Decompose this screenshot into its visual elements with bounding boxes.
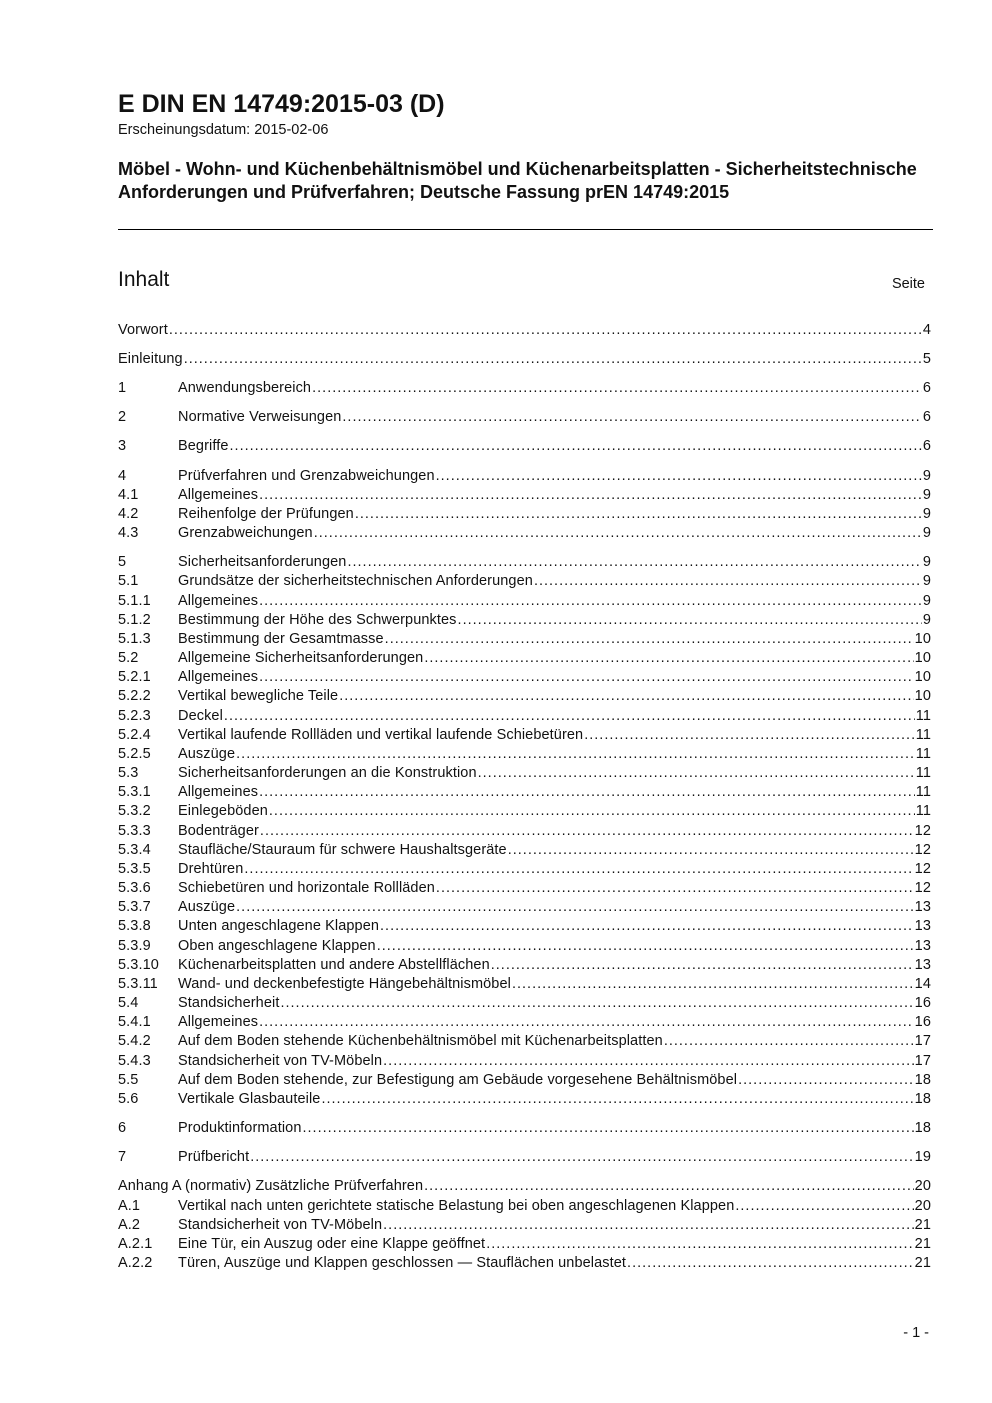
toc-entry[interactable] — [118, 781, 931, 800]
toc-entry-title: Einleitung — [118, 351, 183, 367]
toc-entry-title: Eine Tür, ein Auszug oder eine Klappe geöffnet — [178, 1236, 486, 1252]
toc-entry-title: Allgemeines — [178, 593, 259, 609]
toc-leader-dots — [259, 669, 914, 685]
toc-entry-number: 5.3.11 — [118, 976, 158, 992]
toc-entry-title: Sicherheitsanforderungen an die Konstruktion — [178, 765, 477, 781]
toc-entry[interactable] — [118, 877, 931, 896]
toc-entry-number: 5.3.2 — [118, 803, 151, 819]
toc-entry-page: 21 — [914, 1217, 931, 1233]
toc-entry-number: 5.3 — [118, 765, 139, 781]
toc-entry[interactable] — [118, 1088, 931, 1107]
toc-entry-number: 6 — [118, 1120, 127, 1136]
toc-entry-title: Grundsätze der sicherheitstechnischen Anforderungen — [178, 573, 533, 589]
toc-entry-title: Unten angeschlagene Klappen — [178, 918, 380, 934]
toc-entry-title: Einlegeböden — [178, 803, 268, 819]
toc-entry-page: 10 — [914, 650, 931, 666]
toc-leader-dots — [184, 351, 922, 367]
toc-entry[interactable] — [118, 992, 931, 1011]
toc-entry-number: 5.3.1 — [118, 784, 151, 800]
toc-entry[interactable] — [118, 1175, 931, 1194]
toc-entry-title: Vertikal laufende Rollläden und vertikal laufende Schiebetüren — [178, 727, 584, 743]
toc-entry-number: 5.1 — [118, 573, 139, 589]
toc-entry-page: 10 — [914, 688, 931, 704]
toc-entry-title: Sicherheitsanforderungen — [178, 554, 347, 570]
toc-entry-page: 10 — [914, 631, 931, 647]
toc-leader-dots — [339, 688, 913, 704]
toc-entry-number: 5.2.1 — [118, 669, 151, 685]
toc-entry-number: 5.3.8 — [118, 918, 151, 934]
toc-entry-number: 4.3 — [118, 525, 139, 541]
toc-entry-number: 5.2.5 — [118, 746, 151, 762]
toc-entry[interactable] — [118, 915, 931, 934]
toc-entry[interactable] — [118, 896, 931, 915]
toc-entry-title: Türen, Auszüge und Klappen geschlossen — Stauflächen unbelastet — [178, 1255, 627, 1271]
toc-entry[interactable] — [118, 1011, 931, 1030]
toc-entry[interactable] — [118, 705, 931, 724]
toc-entry-title: Auf dem Boden stehende Küchenbehältnismöbel mit Küchenarbeitsplatten — [178, 1033, 663, 1049]
toc-leader-dots — [259, 593, 922, 609]
toc-entry-page: 11 — [915, 784, 931, 800]
toc-entry-title: Wand- und deckenbefestigte Hängebehältnismöbel — [178, 976, 511, 992]
toc-entry-number: A.2.1 — [118, 1236, 153, 1252]
toc-leader-dots — [236, 899, 914, 915]
toc-entry-number: 5.5 — [118, 1072, 139, 1088]
toc-entry[interactable] — [118, 465, 931, 484]
toc-entry[interactable] — [118, 1195, 931, 1214]
toc-entry-number: A.1 — [118, 1198, 141, 1214]
toc-entry[interactable] — [118, 628, 931, 647]
toc-entry[interactable] — [118, 503, 931, 522]
toc-entry-number: 5.6 — [118, 1091, 139, 1107]
toc-page-column-label: Seite — [891, 276, 925, 292]
toc-leader-dots — [377, 938, 914, 954]
toc-entry-page: 18 — [914, 1091, 931, 1107]
toc-entry[interactable] — [118, 590, 931, 609]
toc-entry-title: Auf dem Boden stehende, zur Befestigung am Gebäude vorgesehene Behältnismöbel — [178, 1072, 738, 1088]
toc-entry[interactable] — [118, 1030, 931, 1049]
toc-entry-number: A.2 — [118, 1217, 141, 1233]
toc-entry-number: 5.3.4 — [118, 842, 151, 858]
toc-entry[interactable] — [118, 522, 931, 541]
toc-entry[interactable] — [118, 551, 931, 570]
toc-leader-dots — [383, 1217, 914, 1233]
toc-leader-dots — [664, 1033, 914, 1049]
toc-entry-number: 7 — [118, 1149, 127, 1165]
toc-entry-page: 13 — [914, 918, 931, 934]
toc-entry-page: 11 — [915, 746, 931, 762]
toc-entry-page: 18 — [914, 1120, 931, 1136]
toc-leader-dots — [584, 727, 915, 743]
toc-entry-page: 9 — [922, 612, 931, 628]
toc-leader-dots — [312, 380, 922, 396]
toc-entry-page: 11 — [915, 803, 931, 819]
toc-entry-number: 1 — [118, 380, 127, 396]
toc-leader-dots — [424, 1178, 914, 1194]
toc-leader-dots — [512, 976, 914, 992]
toc-entry-title: Prüfbericht — [178, 1149, 250, 1165]
toc-leader-dots — [244, 861, 913, 877]
toc-entry-page: 21 — [914, 1255, 931, 1271]
toc-entry-number: 5.4.1 — [118, 1014, 151, 1030]
toc-entry-title: Vertikale Glasbauteile — [178, 1091, 321, 1107]
toc-leader-dots — [508, 842, 914, 858]
toc-entry-title: Schiebetüren und horizontale Rollläden — [178, 880, 435, 896]
toc-entry-number: 5.3.9 — [118, 938, 151, 954]
toc-entry-page: 10 — [914, 669, 931, 685]
toc-entry-number: A.2.2 — [118, 1255, 153, 1271]
toc-leader-dots — [280, 995, 913, 1011]
toc-entry-title: Bestimmung der Gesamtmasse — [178, 631, 384, 647]
toc-leader-dots — [250, 1149, 913, 1165]
toc-leader-dots — [321, 1091, 913, 1107]
toc-entry-number: 4.2 — [118, 506, 139, 522]
toc-entry[interactable] — [118, 1050, 931, 1069]
toc-entry-number: 5.4 — [118, 995, 139, 1011]
toc-leader-dots — [269, 803, 915, 819]
toc-leader-dots — [259, 487, 922, 503]
toc-entry-title: Oben angeschlagene Klappen — [178, 938, 376, 954]
toc-entry-page: 16 — [914, 995, 931, 1011]
toc-leader-dots — [314, 525, 922, 541]
toc-entry-number: 5.3.6 — [118, 880, 151, 896]
toc-entry[interactable] — [118, 570, 931, 589]
toc-entry-number: 5.3.5 — [118, 861, 151, 877]
toc-entry-page: 9 — [922, 468, 931, 484]
toc-entry-title: Produktinformation — [178, 1120, 302, 1136]
toc-entry[interactable] — [118, 1252, 931, 1271]
toc-entry-title: Reihenfolge der Prüfungen — [178, 506, 354, 522]
toc-leader-dots — [342, 409, 921, 425]
toc-entry-page: 13 — [914, 957, 931, 973]
toc-entry[interactable] — [118, 666, 931, 685]
toc-leader-dots — [534, 573, 922, 589]
toc-leader-dots — [169, 322, 922, 338]
toc-entry-page: 17 — [914, 1033, 931, 1049]
toc-entry-number: 5.2.3 — [118, 708, 151, 724]
toc-entry-number: 5.3.7 — [118, 899, 151, 915]
toc-entry-number: 5.1.2 — [118, 612, 151, 628]
toc-entry[interactable] — [118, 406, 931, 425]
toc-entry-page: 9 — [922, 593, 931, 609]
toc-entry-page: 9 — [922, 525, 931, 541]
toc-entry-page: 19 — [914, 1149, 931, 1165]
toc-entry-number: 5.4.3 — [118, 1053, 151, 1069]
toc-entry-title: Vertikal bewegliche Teile — [178, 688, 339, 704]
toc-leader-dots — [436, 880, 914, 896]
toc-entry[interactable] — [118, 484, 931, 503]
toc-entry-number: 5.3.10 — [118, 957, 159, 973]
toc-entry-title: Grenzabweichungen — [178, 525, 313, 541]
toc-leader-dots — [385, 631, 914, 647]
toc-entry-page: 12 — [914, 842, 931, 858]
toc-entry-page: 5 — [922, 351, 931, 367]
toc-entry[interactable] — [118, 685, 931, 704]
toc-leader-dots — [259, 784, 915, 800]
toc-entry-page: 16 — [914, 1014, 931, 1030]
toc-entry-number: 5.2.4 — [118, 727, 151, 743]
toc-entry[interactable] — [118, 954, 931, 973]
toc-leader-dots — [224, 708, 915, 724]
toc-entry[interactable] — [118, 935, 931, 954]
toc-leader-dots — [436, 468, 922, 484]
page-number: - 1 - — [903, 1325, 929, 1341]
toc-entry[interactable] — [118, 724, 931, 743]
toc-leader-dots — [303, 1120, 914, 1136]
toc-entry-page: 20 — [914, 1198, 931, 1214]
toc-entry-number: 5.1.3 — [118, 631, 151, 647]
toc-entry-page: 12 — [914, 861, 931, 877]
toc-entry[interactable] — [118, 1214, 931, 1233]
toc-entry-title: Küchenarbeitsplatten und andere Abstellflächen — [178, 957, 490, 973]
toc-entry-title: Allgemeines — [178, 669, 259, 685]
toc-entry-number: 5.2.2 — [118, 688, 151, 704]
toc-entry-title: Auszüge — [178, 899, 236, 915]
toc-entry[interactable] — [118, 973, 931, 992]
toc-entry[interactable] — [118, 319, 931, 338]
toc-entry-title: Allgemeine Sicherheitsanforderungen — [178, 650, 424, 666]
title-divider — [118, 229, 933, 230]
toc-entry[interactable] — [118, 800, 931, 819]
toc-leader-dots — [259, 1014, 914, 1030]
toc-entry-number: 5 — [118, 554, 127, 570]
toc-leader-dots — [478, 765, 915, 781]
toc-entry-page: 21 — [914, 1236, 931, 1252]
toc-entry-title: Bestimmung der Höhe des Schwerpunktes — [178, 612, 457, 628]
toc-entry-number: 3 — [118, 438, 127, 454]
toc-entry-number: 5.2 — [118, 650, 139, 666]
toc-entry-title: Normative Verweisungen — [178, 409, 342, 425]
toc-entry-title: Allgemeines — [178, 487, 259, 503]
toc-entry-title: Allgemeines — [178, 784, 259, 800]
toc-entry[interactable] — [118, 762, 931, 781]
toc-entry-title: Standsicherheit von TV-Möbeln — [178, 1217, 383, 1233]
toc-entry-number: 4 — [118, 468, 127, 484]
toc-entry[interactable] — [118, 1117, 931, 1136]
toc-entry[interactable] — [118, 609, 931, 628]
toc-entry-page: 20 — [914, 1178, 931, 1194]
toc-entry[interactable] — [118, 858, 931, 877]
toc-leader-dots — [458, 612, 922, 628]
toc-entry[interactable] — [118, 743, 931, 762]
toc-entry-title: Vertikal nach unten gerichtete statische Belastung bei oben angeschlagenen Klappen — [178, 1198, 735, 1214]
toc-entry-page: 9 — [922, 506, 931, 522]
toc-entry-page: 4 — [922, 322, 931, 338]
toc-entry-title: Bodenträger — [178, 823, 259, 839]
toc-entry-page: 17 — [914, 1053, 931, 1069]
toc-entry-title: Staufläche/Stauraum für schwere Haushaltsgeräte — [178, 842, 507, 858]
toc-entry-title: Allgemeines — [178, 1014, 259, 1030]
toc-entry-page: 12 — [914, 823, 931, 839]
toc-leader-dots — [383, 1053, 914, 1069]
toc-entry-page: 6 — [922, 438, 931, 454]
toc-entry-title: Standsicherheit — [178, 995, 280, 1011]
toc-leader-dots — [735, 1198, 913, 1214]
toc-entry[interactable] — [118, 348, 931, 367]
toc-leader-dots — [738, 1072, 914, 1088]
toc-entry[interactable] — [118, 435, 931, 454]
toc-leader-dots — [347, 554, 921, 570]
toc-entry-page: 9 — [922, 554, 931, 570]
toc-entry-page: 11 — [915, 727, 931, 743]
toc-entry-number: 2 — [118, 409, 127, 425]
publication-date: Erscheinungsdatum: 2015-02-06 — [118, 122, 329, 138]
toc-entry[interactable] — [118, 839, 931, 858]
toc-entry[interactable] — [118, 820, 931, 839]
toc-entry-number: 4.1 — [118, 487, 139, 503]
toc-entry-page: 13 — [914, 899, 931, 915]
toc-leader-dots — [486, 1236, 913, 1252]
toc-entry-number: 5.1.1 — [118, 593, 151, 609]
toc-entry-page: 9 — [922, 487, 931, 503]
toc-entry-page: 11 — [915, 765, 931, 781]
toc-leader-dots — [491, 957, 914, 973]
toc-entry-title: Auszüge — [178, 746, 236, 762]
toc-entry-title: Vorwort — [118, 322, 168, 338]
toc-entry-page: 12 — [914, 880, 931, 896]
toc-entry-page: 11 — [915, 708, 931, 724]
toc-entry-page: 6 — [922, 409, 931, 425]
toc-entry-page: 13 — [914, 938, 931, 954]
toc-leader-dots — [230, 438, 922, 454]
toc-entry[interactable] — [118, 1069, 931, 1088]
toc-entry-title: Begriffe — [178, 438, 229, 454]
toc-leader-dots — [236, 746, 915, 762]
toc-leader-dots — [380, 918, 914, 934]
toc-leader-dots — [424, 650, 913, 666]
toc-entry-title: Prüfverfahren und Grenzabweichungen — [178, 468, 435, 484]
toc-entry-page: 18 — [914, 1072, 931, 1088]
toc-entry-title: Anhang A (normativ) Zusätzliche Prüfverfahren — [118, 1178, 424, 1194]
toc-entry-page: 14 — [914, 976, 931, 992]
toc-entry[interactable] — [118, 377, 931, 396]
toc-entry-page: 9 — [922, 573, 931, 589]
toc-leader-dots — [627, 1255, 914, 1271]
toc-entry[interactable] — [118, 647, 931, 666]
toc-entry-number: 5.3.3 — [118, 823, 151, 839]
toc-entry-title: Deckel — [178, 708, 223, 724]
toc-entry-title: Standsicherheit von TV-Möbeln — [178, 1053, 383, 1069]
toc-entry[interactable] — [118, 1146, 931, 1165]
document-id: E DIN EN 14749:2015-03 (D) — [118, 90, 445, 118]
toc-heading: Inhalt — [118, 268, 170, 291]
document-title: Möbel - Wohn- und Küchenbehältnismöbel und Küchenarbeitsplatten - Sicherheitstechnische Anforderungen und Prüfverfahren; Deutsche Fassung prEN 14749:2015 — [118, 159, 917, 202]
toc-entry[interactable] — [118, 1233, 931, 1252]
toc-leader-dots — [355, 506, 922, 522]
toc-entry-title: Drehtüren — [178, 861, 244, 877]
toc-entry-page: 6 — [922, 380, 931, 396]
toc-entry-title: Anwendungsbereich — [178, 380, 312, 396]
toc-leader-dots — [260, 823, 914, 839]
toc-entry-number: 5.4.2 — [118, 1033, 151, 1049]
